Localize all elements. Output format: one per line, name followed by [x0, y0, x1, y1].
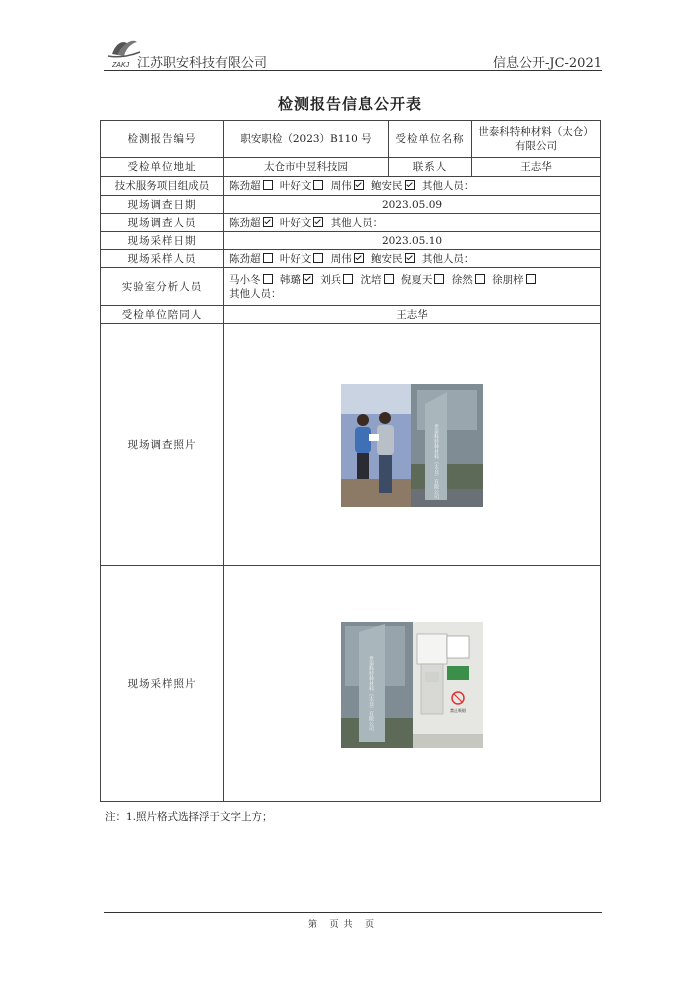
sampling-date-label: 现场采样日期 [101, 232, 224, 250]
checkbox-checked[interactable] [405, 180, 415, 190]
page-header [104, 30, 602, 74]
header-divider [104, 70, 602, 71]
sign-text: 世泰科特种材料（太仓）有限公司 [368, 656, 374, 731]
checkbox-checked[interactable] [263, 217, 273, 227]
person-name: 徐然 [451, 273, 473, 286]
table-row [101, 268, 601, 306]
page-title: 检测报告信息公开表 [277, 95, 422, 113]
checkbox-checked[interactable] [303, 274, 313, 284]
person-name: 周伟 [330, 252, 352, 265]
others-label: 其他人员： [330, 216, 384, 229]
checkbox-checked[interactable] [313, 217, 323, 227]
sampling-date-value: 2023.05.10 [224, 232, 601, 250]
survey-photo [341, 384, 483, 507]
checkbox-unchecked[interactable] [475, 274, 485, 284]
person-name: 马小冬 [229, 273, 261, 286]
document-code: 信息公开-JC-2021 [492, 56, 602, 71]
table-row [101, 214, 601, 232]
person-name: 刘兵 [320, 273, 342, 286]
address-value: 太仓市中昱科技园 [224, 158, 389, 177]
contact-label: 联系人 [389, 158, 472, 177]
others-label: 其他人员： [229, 287, 282, 300]
table-row [101, 566, 601, 802]
escort-value: 王志华 [224, 306, 601, 324]
team-label: 技术服务项目组成员 [101, 177, 224, 196]
others-label: 其他人员： [421, 180, 475, 192]
checkbox-unchecked[interactable] [343, 274, 353, 284]
table-row [101, 196, 601, 214]
lab-analysts [224, 268, 601, 306]
samplers-label: 现场采样人员 [101, 250, 224, 268]
table-row [101, 250, 601, 268]
checkbox-unchecked[interactable] [313, 253, 323, 263]
table-row [101, 324, 601, 566]
person-name: 韩璐 [279, 273, 301, 286]
checkbox-checked[interactable] [354, 180, 364, 190]
sampling-photo [341, 622, 483, 748]
table-row [101, 158, 601, 177]
checkbox-unchecked[interactable] [263, 253, 273, 263]
table-row [101, 232, 601, 250]
person-name: 沈培 [360, 273, 382, 286]
person-name: 徐朋梓 [492, 273, 524, 286]
checkbox-unchecked[interactable] [313, 180, 323, 190]
person-name: 周伟 [330, 180, 352, 192]
surveyors [224, 214, 601, 232]
person-name: 陈劲超 [229, 216, 261, 229]
survey-photo-label: 现场调查照片 [101, 324, 224, 566]
client-name-value: 世泰科特种材料（太仓）有限公司 [472, 121, 601, 158]
page-number: 第 页 共 页 [308, 920, 376, 930]
contact-value: 王志华 [472, 158, 601, 177]
person-name: 鲍安民 [371, 252, 403, 265]
person-name: 陈劲超 [229, 252, 261, 265]
checkbox-unchecked[interactable] [263, 180, 273, 190]
team-members [224, 177, 601, 196]
escort-label: 受检单位陪同人 [101, 306, 224, 324]
survey-date-label: 现场调查日期 [101, 196, 224, 214]
checkbox-unchecked[interactable] [434, 274, 444, 284]
survey-date-value: 2023.05.09 [224, 196, 601, 214]
checkbox-unchecked[interactable] [263, 274, 273, 284]
checkbox-checked[interactable] [405, 253, 415, 263]
person-name: 叶好文 [279, 216, 312, 229]
sign-text: 世泰科特种材料（太仓）有限公司 [433, 424, 439, 499]
report-no-label: 检测报告编号 [101, 121, 224, 158]
info-table [100, 120, 601, 802]
address-label: 受检单位地址 [101, 158, 224, 177]
samplers [224, 250, 601, 268]
footer-divider [104, 912, 602, 913]
report-no-value: 职安职检（2023）B110 号 [224, 121, 389, 158]
table-row [101, 121, 601, 158]
person-name: 鲍安民 [371, 180, 403, 192]
person-name: 叶好文 [279, 180, 312, 192]
others-label: 其他人员： [421, 252, 475, 265]
person-name: 倪夏天 [400, 273, 433, 286]
person-name: 叶好文 [279, 252, 312, 265]
client-name-label: 受检单位名称 [389, 121, 472, 158]
logo-text: ZAKJ [112, 62, 130, 69]
checkbox-checked[interactable] [354, 253, 364, 263]
sampling-photo-cell [224, 566, 601, 802]
table-row [101, 306, 601, 324]
survey-photo-cell [224, 324, 601, 566]
checkbox-unchecked[interactable] [384, 274, 394, 284]
footnote: 注：1.照片格式选择浮于文字上方； [105, 811, 273, 823]
sampling-photo-label: 现场采样照片 [101, 566, 224, 802]
table-row [101, 177, 601, 196]
notice-text: 禁止吸烟 [450, 708, 466, 713]
lab-analysts-label: 实验室分析人员 [101, 268, 224, 306]
checkbox-unchecked[interactable] [526, 274, 536, 284]
company-name: 江苏职安科技有限公司 [137, 56, 268, 71]
person-name: 陈劲超 [229, 180, 261, 192]
surveyors-label: 现场调查人员 [101, 214, 224, 232]
